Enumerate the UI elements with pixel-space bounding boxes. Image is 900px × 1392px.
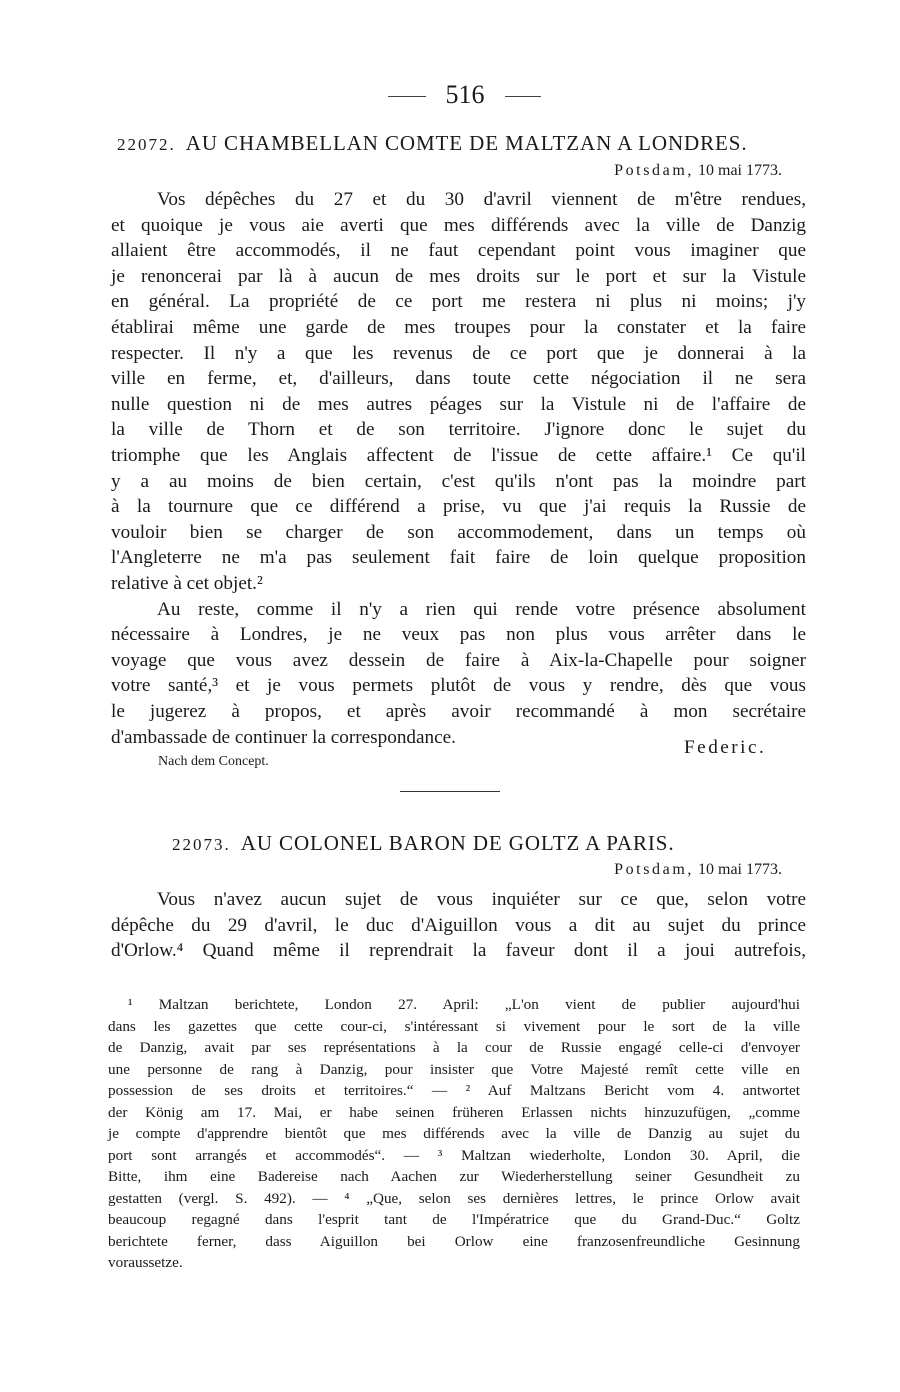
text-line: nulle question ni de mes autres péages sur la Vistule ni de l'affaire de (111, 393, 806, 415)
text-line: allaient être accommodés, il ne faut cependant point vous imaginer que (111, 240, 806, 262)
letter-place: Potsdam, (614, 861, 694, 878)
text-line: le jugerez à propos, et après avoir recommandé à mon secrétaire (111, 701, 806, 722)
source-note: Nach dem Concept. (158, 754, 269, 769)
text-line: la ville de Thorn et de son territoire. J'ignore donc le sujet du (111, 419, 806, 441)
header-dash-right (505, 96, 541, 97)
letter-heading (117, 130, 747, 158)
signature: Federic. (684, 737, 767, 758)
text-line: à la tournure que ce différend a prise, vu que j'ai requis la Russie de (111, 496, 806, 518)
text-line: établirai même une garde de mes troupes pour la constater et la faire (111, 317, 806, 338)
text-line: l'Angleterre ne m'a pas seulement fait faire de loin quelque proposition (111, 547, 806, 569)
text-line: d'ambassade de continuer la correspondance. (111, 726, 456, 748)
header-dash-left (388, 96, 426, 97)
letter-place: Potsdam, (614, 162, 694, 179)
text-line: Vos dépêches du 27 et du 30 d'avril viennent de m'être rendues, (157, 189, 806, 210)
letter-title: AU COLONEL BARON DE GOLTZ A PARIS. (240, 831, 675, 855)
footnote-line: gestatten (vergl. S. 492). — ⁴ „Que, selon ses dernières lettres, le prince Orlow avait (108, 1189, 800, 1207)
text-line: y a au moins de bien certain, c'est qu'ils n'ont pas la moindre part (111, 470, 806, 492)
page-number: 516 (445, 80, 485, 109)
text-line: je renoncerai par là à aucun de mes droits sur le port et sur la Vistule (111, 265, 806, 287)
text-line: d'Orlow.⁴ Quand même il reprendrait la faveur dont il a joui autrefois, (111, 940, 806, 962)
letter-date: 10 mai 1773. (698, 861, 782, 878)
footnote-line: port sont arrangés et accommodés“. — ³ Maltzan wiederholte, London 30. April, die (108, 1146, 800, 1164)
text-line: nécessaire à Londres, je ne veux pas non plus vous arrêter dans le (111, 624, 806, 646)
footnote-line: une personne de rang à Danzig, pour insister que Votre Majesté remît cette ville en (108, 1060, 800, 1078)
footnote-line: voraussetze. (108, 1254, 183, 1271)
footnote-line: der König am 17. Mai, er habe seinen früheren Erlassen nichts hinzuzufügen, „comme (108, 1103, 800, 1121)
section-divider (400, 791, 500, 792)
footnote-line: beaucoup regagné dans l'esprit tant de l'Impératrice que du Grand-Duc.“ Goltz (108, 1211, 800, 1228)
page-header (0, 78, 900, 112)
text-line: votre santé,³ et je vous permets plutôt de vous y rendre, dès que vous (111, 675, 806, 697)
letter-dateline (614, 859, 782, 881)
text-line: relative à cet objet.² (111, 573, 263, 594)
footnote-line: de Danzig, avait par ses représentations à la cour de Russie engagé celle-ci d'envoyer (108, 1039, 800, 1056)
text-line: Au reste, comme il n'y a rien qui rende votre présence absolument (157, 598, 806, 620)
letter-dateline (614, 160, 782, 182)
letter-heading (172, 830, 674, 858)
letter-number: 22073. (172, 835, 231, 854)
footnote-line: berichtete ferner, dass Aiguillon bei Orlow eine franzosenfreundliche Gesinnung (108, 1232, 800, 1250)
text-line: et quoique je vous aie averti que mes différends avec la ville de Danzig (111, 214, 806, 236)
text-line: voyage que vous avez dessein de faire à Aix-la-Chapelle pour soigner (111, 649, 806, 671)
text-line: triomphe que les Anglais affectent de l'issue de cette affaire.¹ Ce qu'il (111, 445, 806, 466)
footnote-line: possession de ses droits et territoires.“ — ² Auf Maltzans Bericht vom 4. antwortet (108, 1082, 800, 1099)
text-line: respecter. Il n'y a que les revenus de ce port que je donnerai à la (111, 342, 806, 364)
footnote-line: dans les gazettes que cette cour-ci, s'intéressant si vivement pour le sort de la ville (108, 1017, 800, 1035)
letter-title: AU CHAMBELLAN COMTE DE MALTZAN A LONDRES. (185, 131, 748, 155)
text-line: Vous n'avez aucun sujet de vous inquiéter sur ce que, selon votre (157, 889, 806, 910)
footnote-line: je compte d'apprendre bientôt que mes différends avec la ville de Danzig au sujet du (108, 1125, 800, 1142)
text-line: en général. La propriété de ce port me restera ni plus ni moins; j'y (111, 291, 806, 313)
footnote-line: Bitte, ihm eine Badereise nach Aachen zur Wiederherstellung seiner Gesundheit zu (108, 1168, 800, 1185)
text-line: dépêche du 29 d'avril, le duc d'Aiguillon vous a dit au sujet du prince (111, 914, 806, 936)
text-line: ville en ferme, et, d'ailleurs, dans toute cette négociation il ne sera (111, 368, 806, 390)
letter-number: 22072. (117, 135, 176, 154)
footnote-line: ¹ Maltzan berichtete, London 27. April: „L'on vient de publier aujourd'hui (128, 996, 800, 1013)
text-line: vouloir bien se charger de son accommodement, dans un temps où (111, 521, 806, 543)
letter-date: 10 mai 1773. (698, 162, 782, 179)
